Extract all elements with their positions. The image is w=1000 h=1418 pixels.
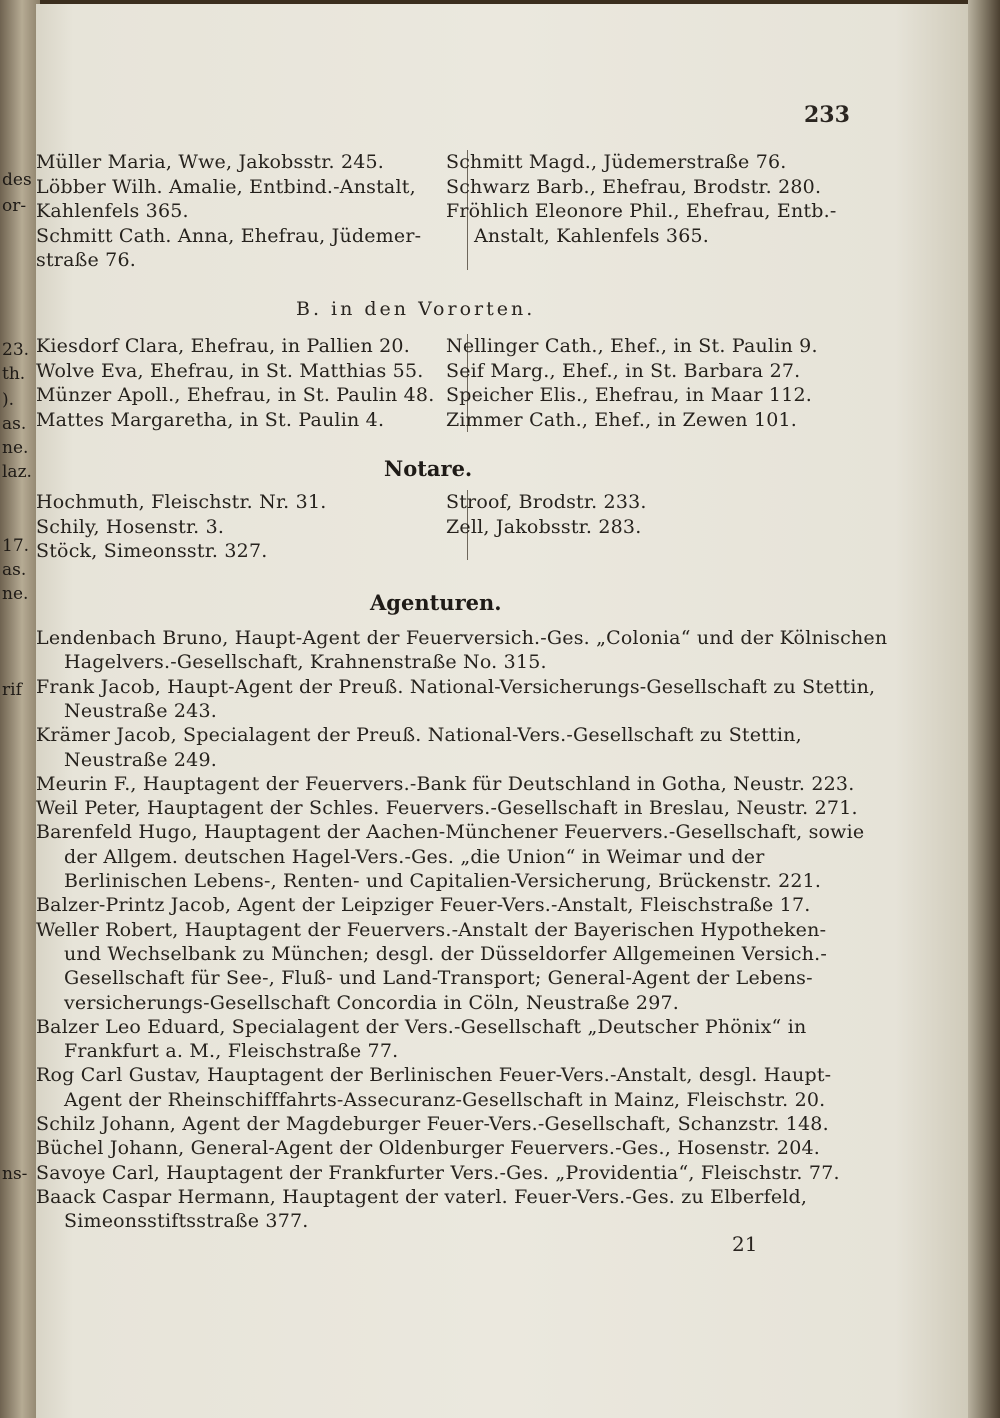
agency-line: Schilz Johann, Agent der Magdeburger Feuer-Vers.-Gesellschaft, Schanzstr. 148. bbox=[36, 1113, 829, 1135]
notary-entry: Stöck, Simeonsstr. 327. bbox=[36, 540, 268, 562]
margin-fragment: as. bbox=[2, 560, 27, 580]
agency-line: Savoye Carl, Hauptagent der Frankfurter Vers.-Ges. „Providentia“, Fleischstr. 77. bbox=[36, 1161, 840, 1184]
midwife-entry: Schwarz Barb., Ehefrau, Brodstr. 280. bbox=[446, 175, 822, 198]
page-number: 233 bbox=[804, 102, 850, 128]
midwife-entry: Fröhlich Eleonore Phil., Ehefrau, Entb.- bbox=[446, 200, 837, 222]
suburb-entry: Seif Marg., Ehef., in St. Barbara 27. bbox=[446, 359, 801, 382]
agency-line: Neustraße 249. bbox=[64, 748, 217, 771]
agency-line: Hagelvers.-Gesellschaft, Krahnenstraße No. 315. bbox=[64, 651, 547, 674]
suburb-entry: Münzer Apoll., Ehefrau, in St. Paulin 48. bbox=[36, 384, 435, 406]
notary-entry: Hochmuth, Fleischstr. Nr. 31. bbox=[36, 491, 327, 513]
margin-fragment: laz. bbox=[2, 462, 32, 482]
agenturen-heading: Agenturen. bbox=[370, 590, 502, 615]
agency-line: Balzer-Printz Jacob, Agent der Leipziger Feuer-Vers.-Anstalt, Fleischstraße 17. bbox=[36, 894, 811, 917]
margin-fragment: th. bbox=[2, 364, 26, 384]
previous-page-margin bbox=[0, 0, 40, 1418]
notary-entry: Schily, Hosenstr. 3. bbox=[36, 515, 225, 538]
agency-line: Agent der Rheinschifffahrts-Assecuranz-Gesellschaft in Mainz, Fleischstr. 20. bbox=[64, 1088, 826, 1111]
margin-fragment: rif bbox=[2, 680, 22, 700]
margin-fragment: ). bbox=[2, 390, 15, 410]
agency-line: Weller Robert, Hauptagent der Feuervers.-Anstalt der Bayerischen Hypotheken- bbox=[36, 918, 827, 941]
agency-line: versicherungs-Gesellschaft Concordia in Cöln, Neustraße 297. bbox=[64, 991, 680, 1014]
agency-line: Meurin F., Hauptagent der Feuervers.-Bank für Deutschland in Gotha, Neustr. 223. bbox=[36, 772, 855, 795]
agency-line: Balzer Leo Eduard, Specialagent der Vers.-Gesellschaft „Deutscher Phönix“ in bbox=[36, 1015, 807, 1038]
agency-line: Barenfeld Hugo, Hauptagent der Aachen-Münchener Feuervers.-Gesellschaft, sowie bbox=[36, 821, 865, 844]
margin-fragment: or- bbox=[2, 196, 27, 216]
agency-line: Lendenbach Bruno, Haupt-Agent der Feuerversich.-Ges. „Colonia“ und der Kölnischen bbox=[36, 627, 888, 649]
margin-fragment: as. bbox=[2, 414, 27, 434]
agency-line: Simeonsstiftsstraße 377. bbox=[64, 1210, 309, 1233]
suburb-entry: Mattes Margaretha, in St. Paulin 4. bbox=[36, 408, 385, 431]
agency-line: Büchel Johann, General-Agent der Oldenburger Feuervers.-Ges., Hosenstr. 204. bbox=[36, 1137, 821, 1160]
suburb-entry: Speicher Elis., Ehefrau, in Maar 112. bbox=[446, 384, 813, 406]
agency-line: Frankfurt a. M., Fleischstraße 77. bbox=[64, 1040, 399, 1063]
margin-fragment: ns- bbox=[2, 1164, 28, 1184]
agency-line: Berlinischen Lebens-, Renten- und Capitalien-Versicherung, Brückenstr. 221. bbox=[64, 870, 822, 892]
midwife-entry: Schmitt Magd., Jüdemerstraße 76. bbox=[446, 151, 787, 173]
agency-line: Frank Jacob, Haupt-Agent der Preuß. National-Versicherungs-Gesellschaft zu Stettin, bbox=[36, 675, 876, 698]
suburb-entry: Kiesdorf Clara, Ehefrau, in Pallien 20. bbox=[36, 335, 410, 357]
suburb-entry: Zimmer Cath., Ehef., in Zewen 101. bbox=[446, 408, 798, 431]
page bbox=[36, 4, 970, 1418]
margin-fragment: ne. bbox=[2, 584, 29, 604]
section-b-heading: B. in den Vororten. bbox=[296, 298, 536, 320]
agency-line: und Wechselbank zu München; desgl. der Düsseldorfer Allgemeinen Versich.- bbox=[64, 942, 827, 965]
suburb-entry: Nellinger Cath., Ehef., in St. Paulin 9. bbox=[446, 335, 818, 357]
agency-line: Krämer Jacob, Specialagent der Preuß. National-Vers.-Gesellschaft zu Stettin, bbox=[36, 724, 802, 747]
agency-line: Rog Carl Gustav, Hauptagent der Berlinischen Feuer-Vers.-Anstalt, desgl. Haupt- bbox=[36, 1064, 832, 1087]
agency-line: Neustraße 243. bbox=[64, 699, 217, 722]
midwife-entry: Schmitt Cath. Anna, Ehefrau, Jüdemer- bbox=[36, 224, 422, 247]
notary-entry: Zell, Jakobsstr. 283. bbox=[446, 515, 642, 538]
notare-heading: Notare. bbox=[384, 456, 473, 481]
margin-fragment: ne. bbox=[2, 438, 29, 458]
agency-line: Gesellschaft für See-, Fluß- und Land-Transport; General-Agent der Lebens- bbox=[64, 967, 813, 990]
midwife-entry: Kahlenfels 365. bbox=[36, 200, 189, 222]
page-edge bbox=[968, 0, 1000, 1418]
suburb-entry: Wolve Eva, Ehefrau, in St. Matthias 55. bbox=[36, 359, 424, 382]
footer-signature: 21 bbox=[732, 1232, 758, 1256]
midwife-entry: straße 76. bbox=[36, 249, 136, 271]
agency-line: Weil Peter, Hauptagent der Schles. Feuervers.-Gesellschaft in Breslau, Neustr. 271. bbox=[36, 797, 858, 820]
agency-line: der Allgem. deutschen Hagel-Vers.-Ges. „die Union“ in Weimar und der bbox=[64, 845, 765, 868]
midwife-entry: Löbber Wilh. Amalie, Entbind.-Anstalt, bbox=[36, 175, 416, 198]
midwife-entry: Müller Maria, Wwe, Jakobsstr. 245. bbox=[36, 151, 385, 173]
margin-fragment: des bbox=[2, 170, 32, 190]
midwife-entry: Anstalt, Kahlenfels 365. bbox=[474, 224, 710, 247]
notary-entry: Stroof, Brodstr. 233. bbox=[446, 491, 647, 513]
margin-fragment: 17. bbox=[2, 536, 30, 556]
margin-fragment: 23. bbox=[2, 340, 30, 360]
agency-line: Baack Caspar Hermann, Hauptagent der vaterl. Feuer-Vers.-Ges. zu Elberfeld, bbox=[36, 1185, 808, 1208]
